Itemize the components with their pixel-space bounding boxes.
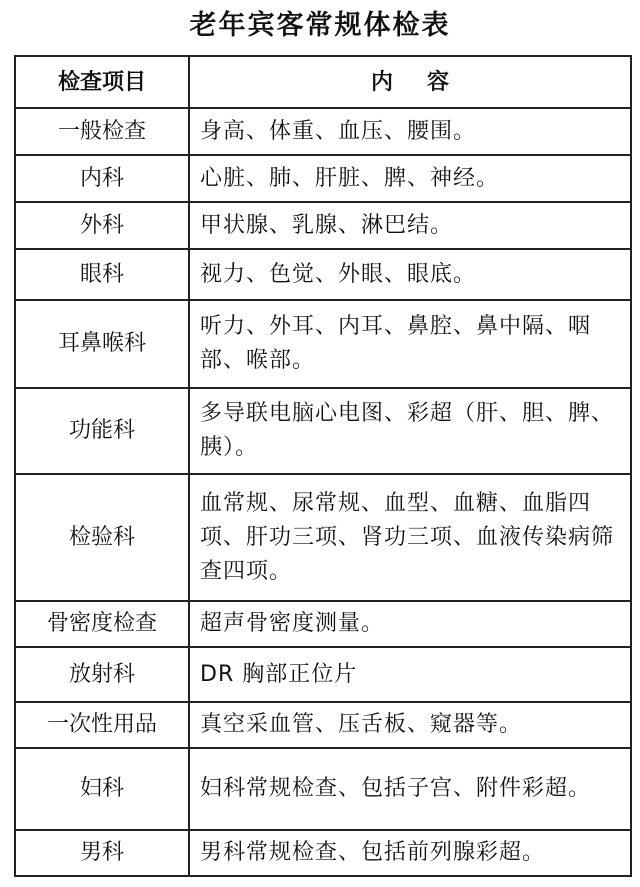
row-content: 血常规、尿常规、血型、血糖、血脂四项、肝功三项、肾功三项、血液传染病筛查四项。 bbox=[189, 474, 631, 601]
row-item: 放射科 bbox=[15, 647, 189, 702]
page-title: 老年宾客常规体检表 bbox=[189, 10, 451, 41]
table-row bbox=[15, 474, 631, 601]
table-row bbox=[15, 601, 631, 647]
row-item: 男科 bbox=[15, 830, 189, 876]
row-item: 外科 bbox=[15, 202, 189, 249]
row-content: 心脏、肺、肝脏、脾、神经。 bbox=[189, 155, 631, 202]
table-row bbox=[15, 300, 631, 388]
row-content: 身高、体重、血压、腰围。 bbox=[189, 108, 631, 155]
row-content: 真空采血管、压舌板、窥器等。 bbox=[189, 702, 631, 748]
row-content: 超声骨密度测量。 bbox=[189, 601, 631, 647]
row-item: 骨密度检查 bbox=[15, 601, 189, 647]
table-row bbox=[15, 702, 631, 748]
row-item: 一般检查 bbox=[15, 108, 189, 155]
row-item: 一次性用品 bbox=[15, 702, 189, 748]
table-row bbox=[15, 388, 631, 474]
header-content bbox=[189, 56, 631, 108]
row-item: 妇科 bbox=[15, 748, 189, 830]
table-row bbox=[15, 155, 631, 202]
row-item: 眼科 bbox=[15, 249, 189, 300]
table-row bbox=[15, 647, 631, 702]
exam-table bbox=[14, 55, 632, 877]
table-row bbox=[15, 202, 631, 249]
table-row bbox=[15, 830, 631, 876]
table-header-row bbox=[15, 56, 631, 108]
row-content: 男科常规检查、包括前列腺彩超。 bbox=[189, 830, 631, 876]
table-row bbox=[15, 249, 631, 300]
row-item: 功能科 bbox=[15, 388, 189, 474]
row-content: 妇科常规检查、包括子宫、附件彩超。 bbox=[189, 748, 631, 830]
table-row bbox=[15, 748, 631, 830]
row-item: 耳鼻喉科 bbox=[15, 300, 189, 388]
row-content: 甲状腺、乳腺、淋巴结。 bbox=[189, 202, 631, 249]
row-content: DR 胸部正位片 bbox=[189, 647, 631, 702]
table-row bbox=[15, 108, 631, 155]
row-content: 多导联电脑心电图、彩超（肝、胆、脾、胰）。 bbox=[189, 388, 631, 474]
header-content-label: 内容 bbox=[370, 69, 483, 95]
header-item: 检查项目 bbox=[15, 56, 189, 108]
row-content: 听力、外耳、内耳、鼻腔、鼻中隔、咽部、喉部。 bbox=[189, 300, 631, 388]
row-content: 视力、色觉、外眼、眼底。 bbox=[189, 249, 631, 300]
row-item: 内科 bbox=[15, 155, 189, 202]
row-item: 检验科 bbox=[15, 474, 189, 601]
